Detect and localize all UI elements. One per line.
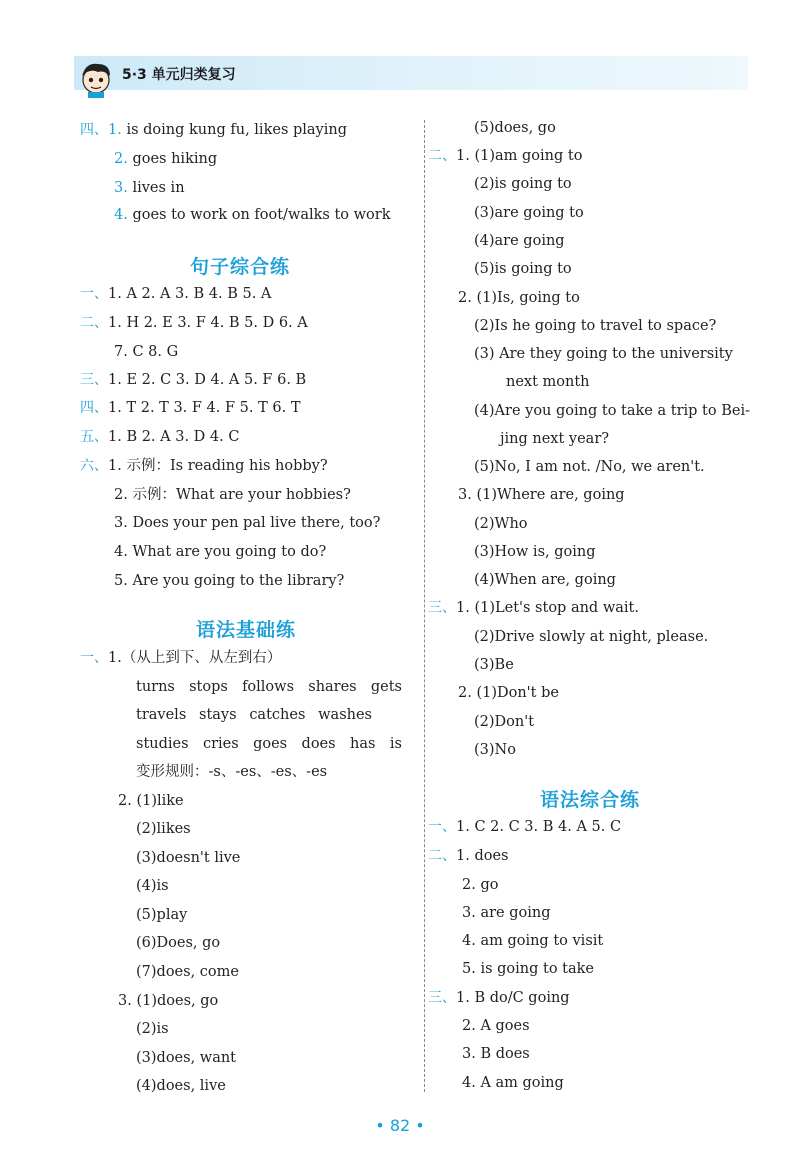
answer-line: 2. (1)Is, going to (458, 290, 580, 306)
answer-line: 二、1. H 2. E 3. F 4. B 5. D 6. A (80, 315, 308, 331)
answer-line: 4. What are you going to do? (114, 544, 327, 560)
page-number: • 82 • (375, 1116, 425, 1135)
answer-line: 2. 示例：What are your hobbies? (114, 487, 351, 503)
answer-line: (4)is (136, 878, 169, 894)
page-header-title: 5·3 单元归类复习 (122, 67, 236, 83)
answer-line: (3)Be (474, 657, 514, 673)
answer-line: 2. (1)Don't be (458, 685, 559, 701)
word-row: studies cries goes does has is (136, 736, 402, 752)
cartoon-boy-logo (76, 58, 116, 98)
answer-line: 5. is going to take (462, 961, 595, 977)
answer-line: (2)Who (474, 516, 528, 532)
answer-line: (3)are going to (474, 205, 584, 221)
answer-line: 4. A am going (462, 1075, 564, 1091)
answer-line: 六、1. 示例：Is reading his hobby? (80, 458, 328, 474)
answer-line: 二、1. does (428, 848, 509, 864)
answer-line: (5)does, go (474, 120, 556, 136)
answer-line: 7. C 8. G (114, 344, 179, 360)
answer-line: 五、1. B 2. A 3. D 4. C (80, 429, 240, 445)
answer-line: 3. Does your pen pal live there, too? (114, 515, 381, 531)
answer-line: 一、1. C 2. C 3. B 4. A 5. C (428, 819, 622, 835)
answer-line: next month (506, 374, 590, 390)
answer-line: 3. are going (462, 905, 551, 921)
answer-line: (2)is going to (474, 176, 572, 192)
answer-line: (5)play (136, 907, 188, 923)
column-divider (424, 120, 425, 1092)
answer-line: jing next year? (500, 431, 610, 447)
answer-line: 2. A goes (462, 1018, 530, 1034)
answer-line: 三、1. (1)Let's stop and wait. (428, 600, 639, 616)
word-row: turns stops follows shares gets (136, 679, 402, 695)
section-title-grammar-basics: 语法基础练 (196, 619, 297, 641)
answer-line: (3) Are they going to the university (474, 346, 733, 362)
answer-line: 2. goes hiking (114, 151, 218, 167)
answer-line: (4)are going (474, 233, 565, 249)
answer-line: 一、1.（从上到下、从左到右） (80, 650, 282, 666)
answer-line: 3. (1)Where are, going (458, 487, 625, 503)
answer-line: (3)How is, going (474, 544, 596, 560)
answer-line: 3. (1)does, go (118, 993, 219, 1009)
answer-line: 4. goes to work on foot/walks to work (114, 207, 391, 223)
answer-line: (3)doesn't live (136, 850, 241, 866)
section-title-sentence: 句子综合练 (190, 256, 291, 278)
section-title-grammar-comprehensive: 语法综合练 (540, 789, 641, 811)
answer-line: (6)Does, go (136, 935, 221, 951)
answer-line: (2)Don't (474, 714, 535, 730)
answer-line: 三、1. B do/C going (428, 990, 570, 1006)
answer-line: (3)does, want (136, 1050, 237, 1066)
answer-line: 2. (1)like (118, 793, 184, 809)
answer-line: 变形规则：-s、-es、-es、-es (136, 764, 328, 780)
answer-line: (2)is (136, 1021, 169, 1037)
answer-line: (2)Drive slowly at night, please. (474, 629, 709, 645)
answer-line: (2)Is he going to travel to space? (474, 318, 717, 334)
answer-line: (4)does, live (136, 1078, 226, 1094)
answer-line: (3)No (474, 742, 516, 758)
answer-line: (4)When are, going (474, 572, 616, 588)
word-row: travels stays catches washes (136, 707, 372, 723)
answer-line: 5. Are you going to the library? (114, 573, 345, 589)
answer-line: 四、1. T 2. T 3. F 4. F 5. T 6. T (80, 400, 301, 416)
answer-line: (7)does, come (136, 964, 239, 980)
answer-line: (2)likes (136, 821, 191, 837)
answer-line: 二、1. (1)am going to (428, 148, 583, 164)
answer-line: 三、1. E 2. C 3. D 4. A 5. F 6. B (80, 372, 307, 388)
answer-line: 一、1. A 2. A 3. B 4. B 5. A (80, 286, 272, 302)
answer-line: 3. lives in (114, 180, 185, 196)
answer-line: (4)Are you going to take a trip to Bei- (474, 403, 750, 419)
answer-line: (5)No, I am not. /No, we aren't. (474, 459, 705, 475)
answer-line: 2. go (462, 877, 499, 893)
answer-line: 3. B does (462, 1046, 530, 1062)
answer-line: 4. am going to visit (462, 933, 604, 949)
answer-line: (5)is going to (474, 261, 572, 277)
answer-line: 四、1. is doing kung fu, likes playing (80, 122, 348, 138)
